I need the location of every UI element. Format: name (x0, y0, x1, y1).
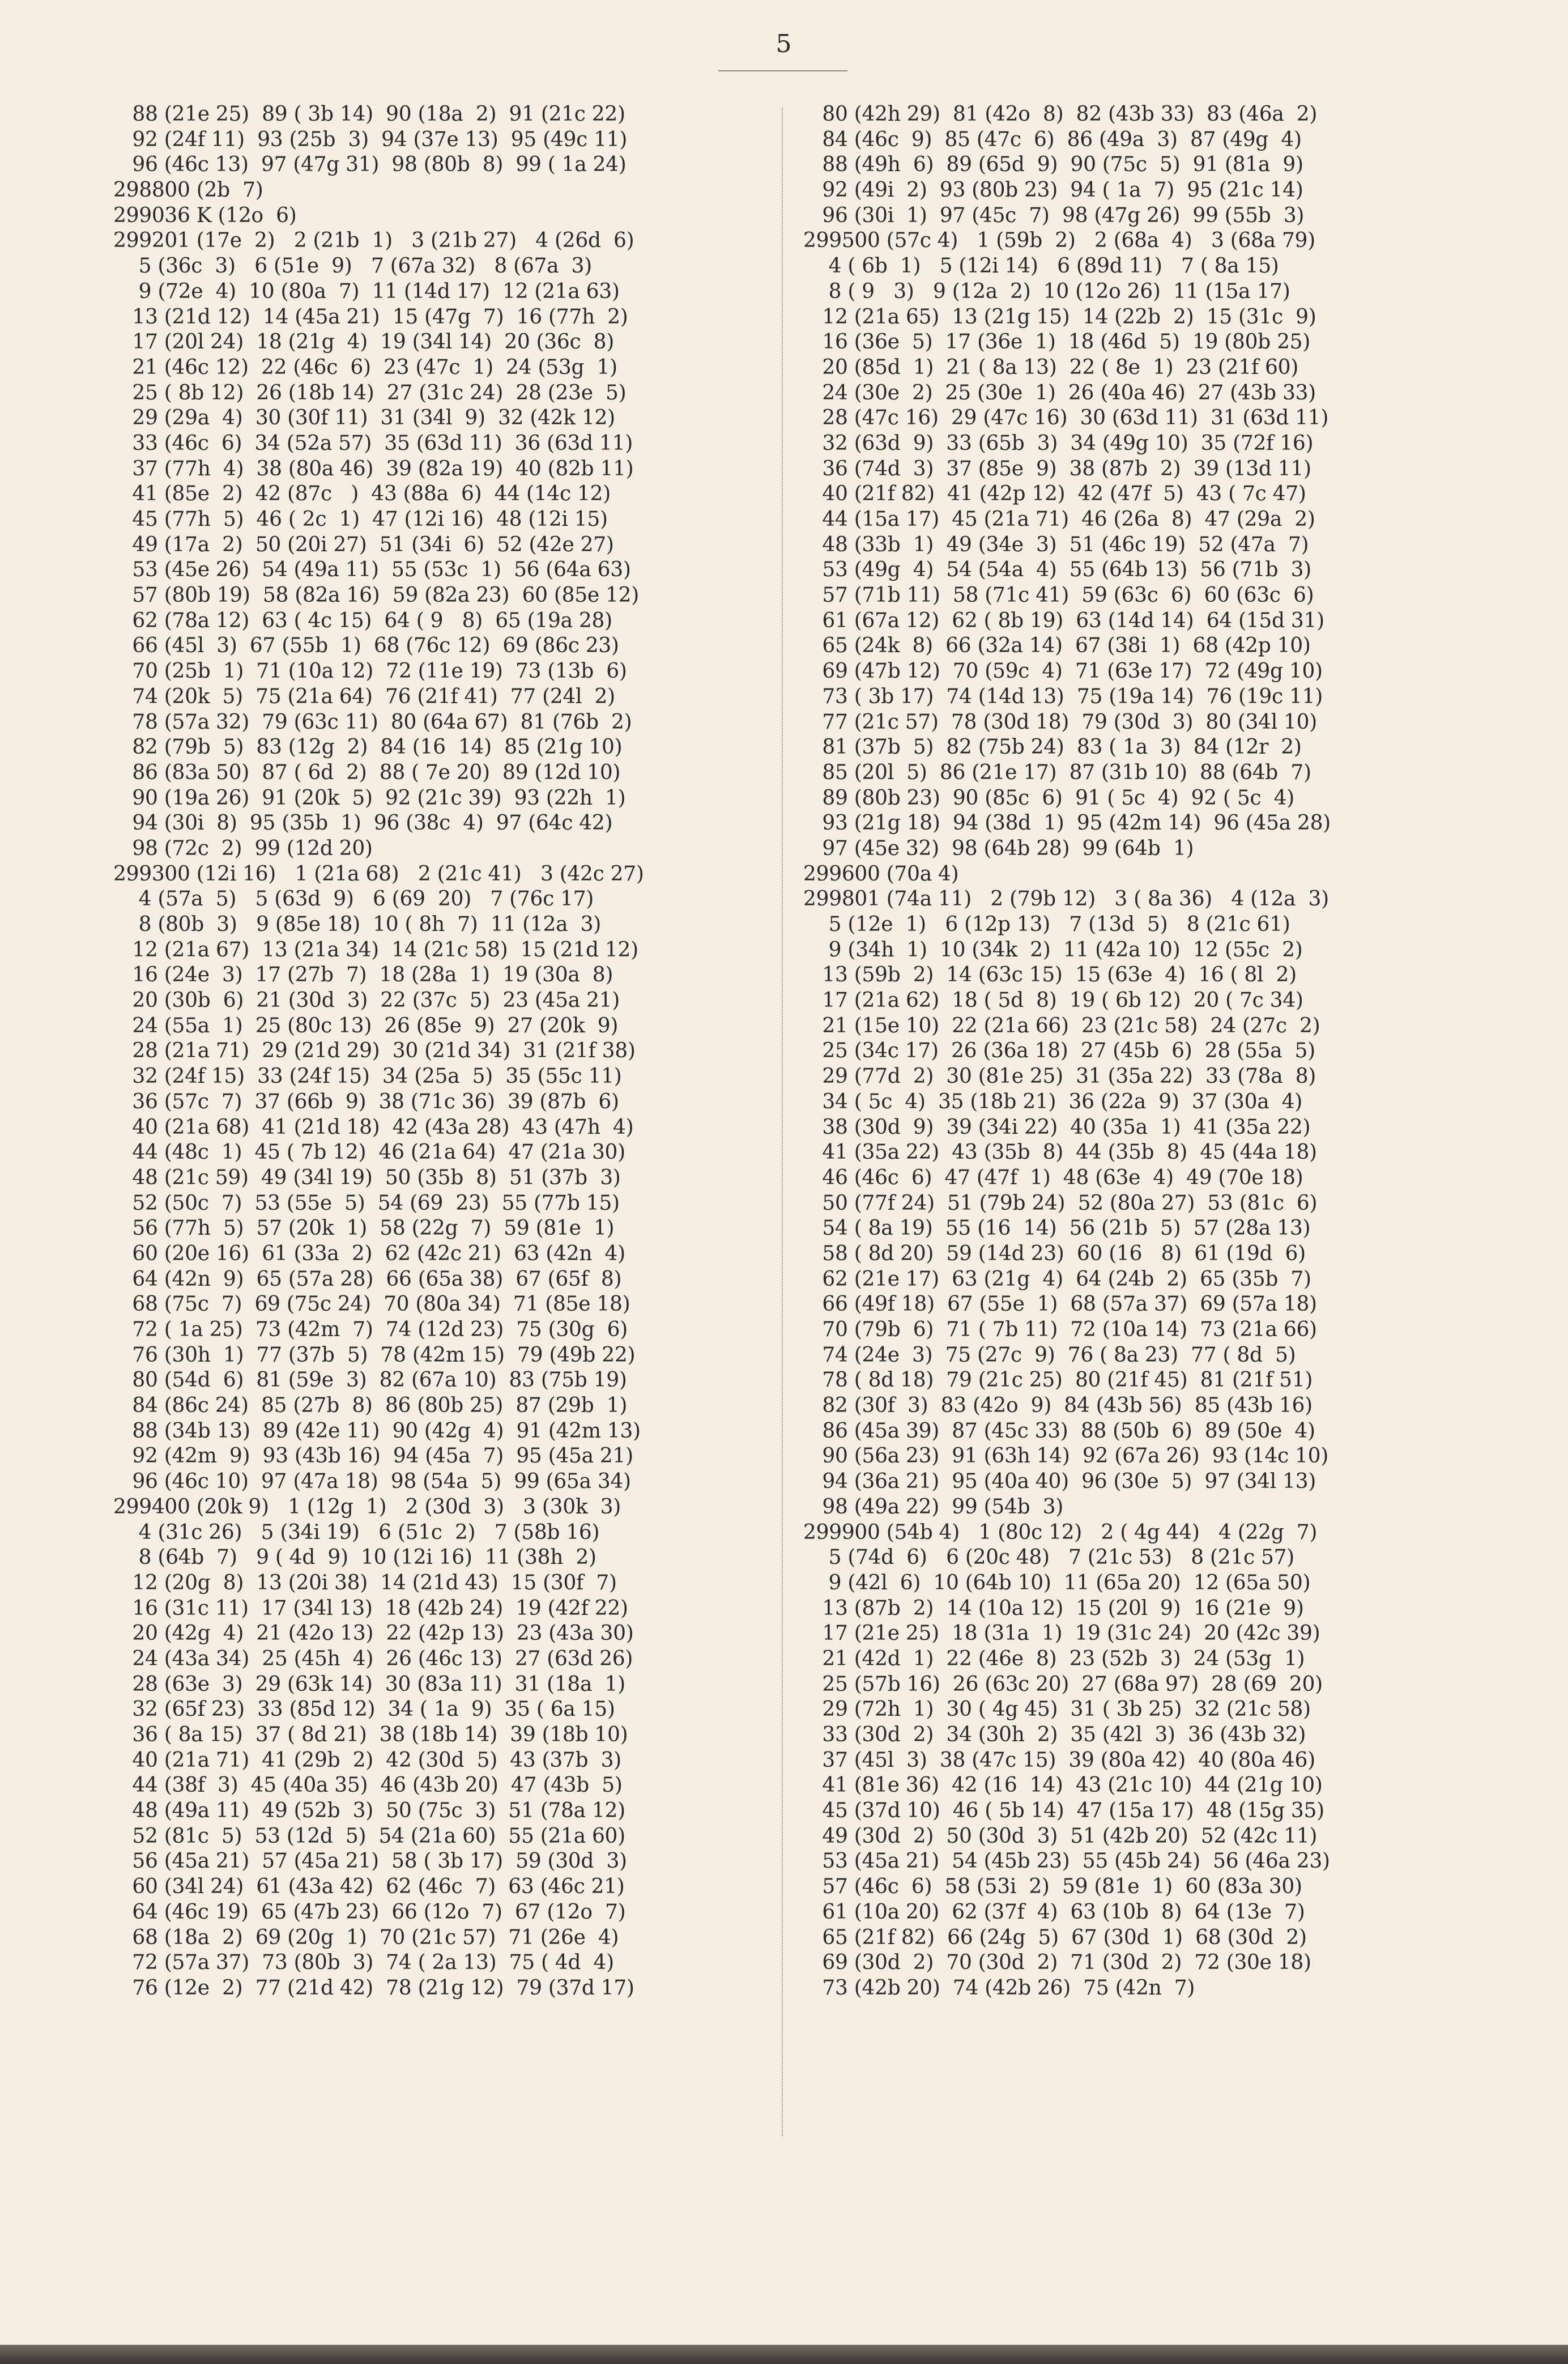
index-line: 60 (20e 16) 61 (33a 2) 62 (42c 21) 63 (42n 4) (113, 1241, 625, 1265)
index-line: 69 (30d 2) 70 (30d 2) 71 (30d 2) 72 (30e 18) (803, 1951, 1311, 1975)
index-line: 4 (31c 26) 5 (34i 19) 6 (51c 2) 7 (58b 16) (113, 1520, 600, 1544)
index-line: 36 (74d 3) 37 (85e 9) 38 (87b 2) 39 (13d 11) (803, 457, 1311, 481)
index-line: 299201 (17e 2) 2 (21b 1) 3 (21b 27) 4 (26d 6) (113, 229, 634, 253)
index-line: 52 (81c 5) 53 (12d 5) 54 (21a 60) 55 (21a 60) (113, 1824, 625, 1848)
index-line: 53 (45e 26) 54 (49a 11) 55 (53c 1) 56 (64a 63) (113, 558, 631, 582)
right-column (803, 102, 1449, 2001)
index-line: 84 (86c 24) 85 (27b 8) 86 (80b 25) 87 (29b 1) (113, 1394, 628, 1418)
index-line: 33 (30d 2) 34 (30h 2) 35 (42l 3) 36 (43b 32) (803, 1723, 1306, 1746)
index-line: 25 (34c 17) 26 (36a 18) 27 (45b 6) 28 (55a 5) (803, 1039, 1315, 1063)
index-line: 9 (34h 1) 10 (34k 2) 11 (42a 10) 12 (55c 2) (803, 938, 1303, 962)
index-line: 13 (21d 12) 14 (45a 21) 15 (47g 7) 16 (77h 2) (113, 305, 628, 329)
left-column (113, 102, 759, 2001)
index-line: 25 ( 8b 12) 26 (18b 14) 27 (31c 24) 28 (23e 5) (113, 381, 627, 405)
index-line: 16 (24e 3) 17 (27b 7) 18 (28a 1) 19 (30a 8) (113, 963, 613, 987)
index-line: 76 (12e 2) 77 (21d 42) 78 (21g 12) 79 (37d 17) (113, 1976, 634, 2000)
index-line: 92 (24f 11) 93 (25b 3) 94 (37e 13) 95 (49c 11) (113, 127, 628, 151)
index-line: 40 (21a 71) 41 (29b 2) 42 (30d 5) 43 (37b 3) (113, 1748, 621, 1772)
index-line: 70 (25b 1) 71 (10a 12) 72 (11e 19) 73 (13b 6) (113, 660, 627, 683)
index-line: 34 ( 5c 4) 35 (18b 21) 36 (22a 9) 37 (30a 4) (803, 1090, 1302, 1113)
index-line: 92 (42m 9) 93 (43b 16) 94 (45a 7) 95 (45a 21) (113, 1444, 633, 1468)
index-line: 9 (42l 6) 10 (64b 10) 11 (65a 20) 12 (65a 50) (803, 1571, 1311, 1595)
index-line: 66 (49f 18) 67 (55e 1) 68 (57a 37) 69 (57a 18) (803, 1292, 1317, 1316)
index-line: 36 (57c 7) 37 (66b 9) 38 (71c 36) 39 (87b 6) (113, 1090, 619, 1113)
index-line: 49 (30d 2) 50 (30d 3) 51 (42b 20) 52 (42c 11) (803, 1824, 1318, 1848)
index-line: 81 (37b 5) 82 (75b 24) 83 ( 1a 3) 84 (12r 2) (803, 735, 1302, 759)
index-line: 12 (21a 65) 13 (21g 15) 14 (22b 2) 15 (31c 9) (803, 305, 1316, 329)
index-line: 94 (30i 8) 95 (35b 1) 96 (38c 4) 97 (64c 42) (113, 811, 613, 835)
index-line: 44 (15a 17) 45 (21a 71) 46 (26a 8) 47 (29a 2) (803, 508, 1315, 531)
index-line: 40 (21a 68) 41 (21d 18) 42 (43a 28) 43 (47h 4) (113, 1115, 634, 1139)
index-line: 5 (36c 3) 6 (51e 9) 7 (67a 32) 8 (67a 3) (113, 254, 592, 278)
index-line: 299500 (57c 4) 1 (59b 2) 2 (68a 4) 3 (68a 79) (803, 229, 1315, 253)
index-line: 16 (36e 5) 17 (36e 1) 18 (46d 5) 19 (80b 25) (803, 330, 1311, 354)
index-line: 24 (30e 2) 25 (30e 1) 26 (40a 46) 27 (43b 33) (803, 381, 1316, 405)
index-line: 74 (24e 3) 75 (27c 9) 76 ( 8a 23) 77 ( 8d 5) (803, 1343, 1296, 1367)
column-divider (782, 108, 783, 2136)
index-line: 76 (30h 1) 77 (37b 5) 78 (42m 15) 79 (49b 22) (113, 1343, 636, 1367)
index-line: 24 (55a 1) 25 (80c 13) 26 (85e 9) 27 (20k 9) (113, 1014, 619, 1038)
index-line: 20 (30b 6) 21 (30d 3) 22 (37c 5) 23 (45a 21) (113, 989, 620, 1013)
index-line: 86 (45a 39) 87 (45c 33) 88 (50b 6) 89 (50e 4) (803, 1419, 1315, 1443)
index-line: 4 ( 6b 1) 5 (12i 14) 6 (89d 11) 7 ( 8a 15) (803, 254, 1279, 278)
index-line: 53 (45a 21) 54 (45b 23) 55 (45b 24) 56 (46a 23) (803, 1849, 1330, 1873)
index-line: 96 (46c 13) 97 (47g 31) 98 (80b 8) 99 ( 1a 24) (113, 153, 627, 177)
index-line: 74 (20k 5) 75 (21a 64) 76 (21f 41) 77 (24l 2) (113, 684, 615, 708)
index-line: 57 (80b 19) 58 (82a 16) 59 (82a 23) 60 (85e 12) (113, 584, 639, 607)
index-line: 54 ( 8a 19) 55 (16 14) 56 (21b 5) 57 (28a 13) (803, 1217, 1311, 1240)
index-line: 21 (42d 1) 22 (46e 8) 23 (52b 3) 24 (53g 1) (803, 1647, 1305, 1670)
index-line: 98 (49a 22) 99 (54b 3) (803, 1495, 1063, 1519)
index-line: 5 (12e 1) 6 (12p 13) 7 (13d 5) 8 (21c 61) (803, 913, 1290, 936)
index-line: 41 (81e 36) 42 (16 14) 43 (21c 10) 44 (21g 10) (803, 1774, 1323, 1797)
index-line: 73 ( 3b 17) 74 (14d 13) 75 (19a 14) 76 (19c 11) (803, 684, 1323, 708)
index-line: 48 (49a 11) 49 (52b 3) 50 (75c 3) 51 (78a 12) (113, 1799, 625, 1823)
index-line: 97 (45e 32) 98 (64b 28) 99 (64b 1) (803, 836, 1194, 860)
index-line: 73 (42b 20) 74 (42b 26) 75 (42n 7) (803, 1976, 1195, 2000)
index-line: 52 (50c 7) 53 (55e 5) 54 (69 23) 55 (77b 15) (113, 1191, 620, 1215)
index-line: 13 (59b 2) 14 (63c 15) 15 (63e 4) 16 ( 8l 2) (803, 963, 1297, 987)
index-line: 17 (21e 25) 18 (31a 1) 19 (31c 24) 20 (42c 39) (803, 1622, 1320, 1646)
index-line: 28 (63e 3) 29 (63k 14) 30 (83a 11) 31 (18a 1) (113, 1672, 625, 1696)
index-line: 8 (64b 7) 9 ( 4d 9) 10 (12i 16) 11 (38h 2) (113, 1546, 596, 1570)
index-line: 72 ( 1a 25) 73 (42m 7) 74 (12d 23) 75 (30g 6) (113, 1318, 628, 1341)
index-line: 298800 (2b 7) (113, 178, 263, 202)
index-line: 48 (21c 59) 49 (34l 19) 50 (35b 8) 51 (37b 3) (113, 1166, 621, 1189)
index-line: 32 (63d 9) 33 (65b 3) 34 (49g 10) 35 (72f 16) (803, 431, 1314, 455)
index-line: 66 (45l 3) 67 (55b 1) 68 (76c 12) 69 (86c 23) (113, 634, 619, 658)
index-line: 12 (21a 67) 13 (21a 34) 14 (21c 58) 15 (21d 12) (113, 938, 638, 962)
index-line: 58 ( 8d 20) 59 (14d 23) 60 (16 8) 61 (19d 6) (803, 1241, 1306, 1265)
index-line: 68 (18a 2) 69 (20g 1) 70 (21c 57) 71 (26e 4) (113, 1925, 619, 1949)
index-line: 299036 K (12o 6) (113, 203, 297, 227)
index-line: 299300 (12i 16) 1 (21a 68) 2 (21c 41) 3 (42c 27) (113, 862, 644, 886)
index-line: 93 (21g 18) 94 (38d 1) 95 (42m 14) 96 (45a 28) (803, 811, 1331, 835)
index-line: 84 (46c 9) 85 (47c 6) 86 (49a 3) 87 (49g 4) (803, 127, 1302, 151)
scan-edge-shadow (0, 2345, 1568, 2364)
index-line: 61 (67a 12) 62 ( 8b 19) 63 (14d 14) 64 (15d 31) (803, 609, 1324, 632)
index-line: 44 (38f 3) 45 (40a 35) 46 (43b 20) 47 (43b 5) (113, 1774, 623, 1797)
index-line: 85 (20l 5) 86 (21e 17) 87 (31b 10) 88 (64b 7) (803, 760, 1311, 784)
index-line: 68 (75c 7) 69 (75c 24) 70 (80a 34) 71 (85e 18) (113, 1292, 630, 1316)
index-line: 37 (77h 4) 38 (80a 46) 39 (82a 19) 40 (82b 11) (113, 457, 634, 481)
index-line: 12 (20g 8) 13 (20i 38) 14 (21d 43) 15 (30f 7) (113, 1571, 617, 1595)
index-line: 50 (77f 24) 51 (79b 24) 52 (80a 27) 53 (81c 6) (803, 1191, 1318, 1215)
index-line: 62 (21e 17) 63 (21g 4) 64 (24b 2) 65 (35b 7) (803, 1267, 1311, 1291)
index-line: 77 (21c 57) 78 (30d 18) 79 (30d 3) 80 (34l 10) (803, 710, 1318, 734)
index-line: 16 (31c 11) 17 (34l 13) 18 (42b 24) 19 (42f 22) (113, 1596, 628, 1620)
index-line: 88 (49h 6) 89 (65d 9) 90 (75c 5) 91 (81a 9) (803, 153, 1303, 177)
index-line: 32 (65f 23) 33 (85d 12) 34 ( 1a 9) 35 ( 6a 15) (113, 1698, 615, 1721)
index-line: 37 (45l 3) 38 (47c 15) 39 (80a 42) 40 (80a 46) (803, 1748, 1315, 1772)
index-line: 92 (49i 2) 93 (80b 23) 94 ( 1a 7) 95 (21c 14) (803, 178, 1303, 202)
index-line: 32 (24f 15) 33 (24f 15) 34 (25a 5) 35 (55c 11) (113, 1065, 622, 1089)
index-line: 65 (21f 82) 66 (24g 5) 67 (30d 1) 68 (30d 2) (803, 1925, 1307, 1949)
index-line: 299801 (74a 11) 2 (79b 12) 3 ( 8a 36) 4 (12a 3) (803, 887, 1329, 911)
index-line: 90 (19a 26) 91 (20k 5) 92 (21c 39) 93 (22h 1) (113, 786, 626, 810)
index-line: 8 (80b 3) 9 (85e 18) 10 ( 8h 7) 11 (12a 3) (113, 913, 601, 936)
index-line: 40 (21f 82) 41 (42p 12) 42 (47f 5) 43 ( 7c 47) (803, 482, 1306, 506)
index-line: 57 (46c 6) 58 (53i 2) 59 (81e 1) 60 (83a 30) (803, 1875, 1302, 1899)
index-line: 9 (72e 4) 10 (80a 7) 11 (14d 17) 12 (21a 63) (113, 279, 620, 303)
index-line: 45 (37d 10) 46 ( 5b 14) 47 (15a 17) 48 (15g 35) (803, 1799, 1324, 1823)
index-line: 88 (34b 13) 89 (42e 11) 90 (42g 4) 91 (42m 13) (113, 1419, 641, 1443)
page-number-rule (718, 70, 847, 71)
index-line: 299600 (70a 4) (803, 862, 959, 886)
index-line: 56 (45a 21) 57 (45a 21) 58 ( 3b 17) 59 (30d 3) (113, 1849, 627, 1873)
index-line: 46 (46c 6) 47 (47f 1) 48 (63e 4) 49 (70e 18) (803, 1166, 1303, 1189)
index-line: 80 (42h 29) 81 (42o 8) 82 (43b 33) 83 (46a 2) (803, 103, 1318, 126)
index-line: 72 (57a 37) 73 (80b 3) 74 ( 2a 13) 75 ( 4d 4) (113, 1951, 614, 1975)
index-line: 21 (15e 10) 22 (21a 66) 23 (21c 58) 24 (27c 2) (803, 1014, 1320, 1038)
index-line: 78 (57a 32) 79 (63c 11) 80 (64a 67) 81 (76b 2) (113, 710, 632, 734)
index-line: 29 (77d 2) 30 (81e 25) 31 (35a 22) 33 (78a 8) (803, 1065, 1316, 1089)
index-line: 44 (48c 1) 45 ( 7b 12) 46 (21a 64) 47 (21a 30) (113, 1141, 625, 1164)
index-line: 49 (17a 2) 50 (20i 27) 51 (34i 6) 52 (42e 27) (113, 533, 614, 556)
index-line: 28 (47c 16) 29 (47c 16) 30 (63d 11) 31 (63d 11) (803, 406, 1329, 430)
index-line: 90 (56a 23) 91 (63h 14) 92 (67a 26) 93 (14c 10) (803, 1444, 1328, 1468)
index-line: 61 (10a 20) 62 (37f 4) 63 (10b 8) 64 (13e 7) (803, 1900, 1305, 1924)
index-line: 21 (46c 12) 22 (46c 6) 23 (47c 1) 24 (53g 1) (113, 355, 617, 379)
index-line: 299900 (54b 4) 1 (80c 12) 2 ( 4g 44) 4 (22g 7) (803, 1520, 1318, 1544)
index-line: 20 (42g 4) 21 (42o 13) 22 (42p 13) 23 (43a 30) (113, 1622, 634, 1646)
index-line: 96 (46c 10) 97 (47a 18) 98 (54a 5) 99 (65a 34) (113, 1470, 631, 1494)
index-line: 17 (20l 24) 18 (21g 4) 19 (34l 14) 20 (36c 8) (113, 330, 615, 354)
index-line: 62 (78a 12) 63 ( 4c 15) 64 ( 9 8) 65 (19a 28) (113, 609, 612, 632)
index-line: 29 (29a 4) 30 (30f 11) 31 (34l 9) 32 (42k 12) (113, 406, 615, 430)
index-line: 64 (46c 19) 65 (47b 23) 66 (12o 7) 67 (12o 7) (113, 1900, 626, 1924)
index-line: 45 (77h 5) 46 ( 2c 1) 47 (12i 16) 48 (12i 15) (113, 508, 608, 531)
index-line: 94 (36a 21) 95 (40a 40) 96 (30e 5) 97 (34l 13) (803, 1470, 1316, 1494)
index-line: 69 (47b 12) 70 (59c 4) 71 (63e 17) 72 (49g 10) (803, 660, 1323, 683)
index-line: 60 (34l 24) 61 (43a 42) 62 (46c 7) 63 (46c 21) (113, 1875, 625, 1899)
index-line: 29 (72h 1) 30 ( 4g 45) 31 ( 3b 25) 32 (21c 58) (803, 1698, 1311, 1721)
index-line: 80 (54d 6) 81 (59e 3) 82 (67a 10) 83 (75b 19) (113, 1368, 627, 1392)
index-line: 82 (30f 3) 83 (42o 9) 84 (43b 56) 85 (43b 16) (803, 1394, 1313, 1418)
index-line: 86 (83a 50) 87 ( 6d 2) 88 ( 7e 20) 89 (12d 10) (113, 760, 621, 784)
index-line: 20 (85d 1) 21 ( 8a 13) 22 ( 8e 1) 23 (21f 60) (803, 355, 1298, 379)
index-line: 25 (57b 16) 26 (63c 20) 27 (68a 97) 28 (69 20) (803, 1672, 1323, 1696)
index-line: 5 (74d 6) 6 (20c 48) 7 (21c 53) 8 (21c 57) (803, 1546, 1294, 1570)
index-line: 65 (24k 8) 66 (32a 14) 67 (38i 1) 68 (42p 10) (803, 634, 1311, 658)
index-line: 88 (21e 25) 89 ( 3b 14) 90 (18a 2) 91 (21c 22) (113, 103, 625, 126)
index-line: 48 (33b 1) 49 (34e 3) 51 (46c 19) 52 (47a 7) (803, 533, 1309, 556)
index-line: 96 (30i 1) 97 (45c 7) 98 (47g 26) 99 (55b 3) (803, 203, 1305, 227)
index-line: 41 (35a 22) 43 (35b 8) 44 (35b 8) 45 (44a 18) (803, 1141, 1317, 1164)
index-line: 64 (42n 9) 65 (57a 28) 66 (65a 38) 67 (65f 8) (113, 1267, 622, 1291)
index-line: 24 (43a 34) 25 (45h 4) 26 (46c 13) 27 (63d 26) (113, 1647, 633, 1670)
index-line: 28 (21a 71) 29 (21d 29) 30 (21d 34) 31 (21f 38) (113, 1039, 636, 1063)
index-line: 57 (71b 11) 58 (71c 41) 59 (63c 6) 60 (63c 6) (803, 584, 1314, 607)
index-line: 13 (87b 2) 14 (10a 12) 15 (20l 9) 16 (21e 9) (803, 1596, 1304, 1620)
page-number: 5 (776, 29, 792, 58)
index-line: 82 (79b 5) 83 (12g 2) 84 (16 14) 85 (21g 10) (113, 735, 623, 759)
index-line: 98 (72c 2) 99 (12d 20) (113, 836, 373, 860)
index-line: 70 (79b 6) 71 ( 7b 11) 72 (10a 14) 73 (21a 66) (803, 1318, 1317, 1341)
index-line: 8 ( 9 3) 9 (12a 2) 10 (12o 26) 11 (15a 17) (803, 279, 1290, 303)
index-line: 78 ( 8d 18) 79 (21c 25) 80 (21f 45) 81 (21f 51) (803, 1368, 1313, 1392)
index-line: 53 (49g 4) 54 (54a 4) 55 (64b 13) 56 (71b 3) (803, 558, 1311, 582)
index-line: 33 (46c 6) 34 (52a 57) 35 (63d 11) 36 (63d 11) (113, 431, 633, 455)
index-line: 41 (85e 2) 42 (87c ) 43 (88a 6) 44 (14c 12) (113, 482, 611, 506)
index-line: 89 (80b 23) 90 (85c 6) 91 ( 5c 4) 92 ( 5c 4) (803, 786, 1294, 810)
index-line: 4 (57a 5) 5 (63d 9) 6 (69 20) 7 (76c 17) (113, 887, 594, 911)
index-line: 38 (30d 9) 39 (34i 22) 40 (35a 1) 41 (35a 22) (803, 1115, 1311, 1139)
index-line: 299400 (20k 9) 1 (12g 1) 2 (30d 3) 3 (30k 3) (113, 1495, 621, 1519)
index-line: 17 (21a 62) 18 ( 5d 8) 19 ( 6b 12) 20 ( 7c 34) (803, 989, 1303, 1013)
index-line: 56 (77h 5) 57 (20k 1) 58 (22g 7) 59 (81e 1) (113, 1217, 615, 1240)
index-line: 36 ( 8a 15) 37 ( 8d 21) 38 (18b 14) 39 (18b 10) (113, 1723, 628, 1746)
